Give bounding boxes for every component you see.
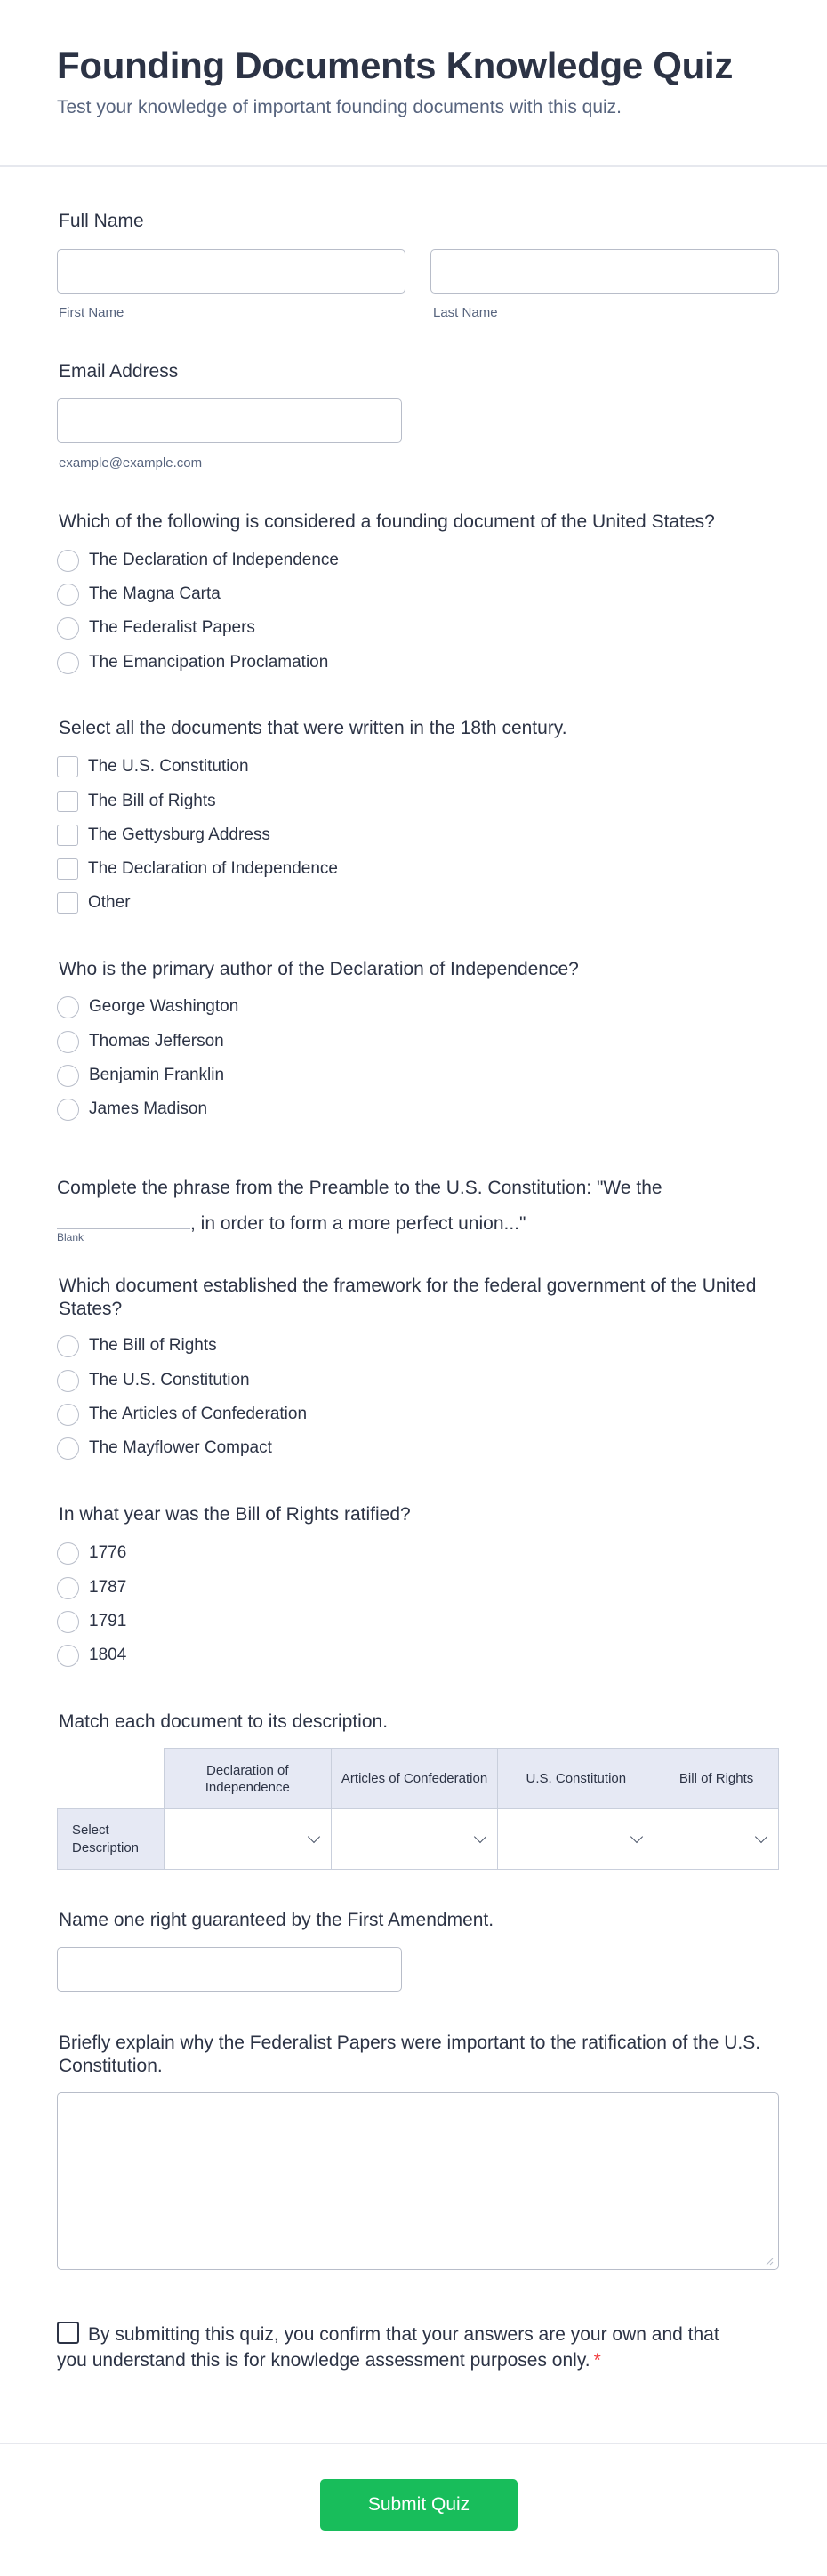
email-input[interactable] xyxy=(57,398,402,443)
q1-option[interactable]: The Federalist Papers xyxy=(57,616,255,640)
checkbox[interactable] xyxy=(57,825,78,846)
checkbox[interactable] xyxy=(57,858,78,880)
last-name-sublabel: Last Name xyxy=(433,305,498,320)
chevron-down-icon xyxy=(630,1831,643,1843)
table-row xyxy=(58,1809,779,1870)
checkbox[interactable] xyxy=(57,756,78,777)
email-sublabel: example@example.com xyxy=(59,455,203,471)
q2-option[interactable]: The Bill of Rights xyxy=(57,789,216,814)
consent-text: By submitting this quiz, you confirm that your answers are your own and that you understand this is for knowledge assessment purposes only. xyxy=(57,2324,719,2371)
description-dropdown[interactable] xyxy=(654,1809,779,1870)
q3-option[interactable]: George Washington xyxy=(57,994,238,1019)
radio-button[interactable] xyxy=(57,550,79,572)
match-table xyxy=(57,1748,779,1870)
q7-question: Match each document to its description. xyxy=(59,1711,389,1732)
q2-option[interactable]: Other xyxy=(57,890,131,915)
radio-button[interactable] xyxy=(57,1404,79,1426)
first-name-input[interactable] xyxy=(57,249,405,294)
q3-option[interactable]: James Madison xyxy=(57,1097,207,1122)
q4-text-after: , in order to form a more perfect union..." xyxy=(190,1213,526,1234)
q5-option[interactable]: The Bill of Rights xyxy=(57,1333,217,1358)
form-subtitle: Test your knowledge of important founding documents with this quiz. xyxy=(57,97,622,117)
q5-option[interactable]: The Articles of Confederation xyxy=(57,1402,307,1427)
column-header: Bill of Rights xyxy=(654,1749,779,1809)
consent-checkbox[interactable] xyxy=(57,2322,79,2344)
resize-grip-icon[interactable] xyxy=(765,2257,774,2266)
q9-question: Briefly explain why the Federalist Papers were important to the ratification of the U.S. Constitution. xyxy=(59,2033,761,2076)
checkbox[interactable] xyxy=(57,791,78,812)
footer-divider xyxy=(0,2443,827,2444)
description-dropdown[interactable] xyxy=(331,1809,498,1870)
q5-option[interactable]: The Mayflower Compact xyxy=(57,1436,272,1461)
q6-option[interactable]: 1776 xyxy=(57,1541,126,1566)
radio-button[interactable] xyxy=(57,1542,79,1565)
q5-option[interactable]: The U.S. Constitution xyxy=(57,1368,250,1393)
radio-button[interactable] xyxy=(57,1645,79,1667)
q3-option[interactable]: Thomas Jefferson xyxy=(57,1029,224,1054)
chevron-down-icon xyxy=(755,1831,767,1843)
column-header: Articles of Confederation xyxy=(331,1749,498,1809)
q1-question: Which of the following is considered a founding document of the United States? xyxy=(59,511,715,532)
row-header: Select Description xyxy=(58,1809,165,1870)
radio-button[interactable] xyxy=(57,996,79,1018)
radio-button[interactable] xyxy=(57,1099,79,1121)
full-name-label: Full Name xyxy=(59,211,144,231)
q6-question: In what year was the Bill of Rights ratified? xyxy=(59,1504,411,1525)
q2-option[interactable]: The Gettysburg Address xyxy=(57,823,270,848)
description-dropdown[interactable] xyxy=(164,1809,331,1870)
q2-option[interactable]: The U.S. Constitution xyxy=(57,754,249,779)
federalist-explanation-textarea[interactable] xyxy=(57,2092,779,2270)
consent-statement xyxy=(57,2322,733,2373)
submit-button[interactable]: Submit Quiz xyxy=(320,2479,518,2531)
q6-option[interactable]: 1787 xyxy=(57,1575,126,1600)
radio-button[interactable] xyxy=(57,1437,79,1460)
q2-question: Select all the documents that were written in the 18th century. xyxy=(59,718,567,738)
q4-blank-input[interactable] xyxy=(57,1210,190,1229)
first-name-sublabel: First Name xyxy=(59,305,124,320)
radio-button[interactable] xyxy=(57,1031,79,1053)
first-amendment-input[interactable] xyxy=(57,1947,402,1992)
radio-button[interactable] xyxy=(57,1370,79,1392)
form-title: Founding Documents Knowledge Quiz xyxy=(57,44,734,86)
q1-option[interactable]: The Magna Carta xyxy=(57,582,221,607)
q8-question: Name one right guaranteed by the First Amendment. xyxy=(59,1910,494,1930)
q4-blank-sublabel: Blank xyxy=(57,1231,84,1244)
column-header: Declaration of Independence xyxy=(164,1749,331,1809)
chevron-down-icon xyxy=(474,1831,486,1843)
q3-option[interactable]: Benjamin Franklin xyxy=(57,1063,224,1088)
chevron-down-icon xyxy=(308,1831,320,1843)
last-name-input[interactable] xyxy=(430,249,779,294)
q6-option[interactable]: 1804 xyxy=(57,1643,126,1668)
table-corner-cell xyxy=(58,1749,165,1809)
q6-option[interactable]: 1791 xyxy=(57,1609,126,1634)
q4-fill-blank xyxy=(57,1171,779,1242)
radio-button[interactable] xyxy=(57,1611,79,1633)
q4-text-before: Complete the phrase from the Preamble to the U.S. Constitution: "We the xyxy=(57,1178,662,1198)
email-label: Email Address xyxy=(59,361,179,382)
table-header-row xyxy=(58,1749,779,1809)
q1-option[interactable]: The Emancipation Proclamation xyxy=(57,650,328,675)
radio-button[interactable] xyxy=(57,617,79,640)
q3-question: Who is the primary author of the Declaration of Independence? xyxy=(59,959,579,979)
checkbox[interactable] xyxy=(57,892,78,914)
form-header xyxy=(0,0,827,167)
radio-button[interactable] xyxy=(57,1335,79,1357)
radio-button[interactable] xyxy=(57,584,79,606)
q2-option[interactable]: The Declaration of Independence xyxy=(57,857,338,881)
column-header: U.S. Constitution xyxy=(498,1749,654,1809)
radio-button[interactable] xyxy=(57,652,79,674)
q5-question: Which document established the framework for the federal government of the United States? xyxy=(59,1276,757,1319)
radio-button[interactable] xyxy=(57,1065,79,1087)
q1-option[interactable]: The Declaration of Independence xyxy=(57,548,339,573)
required-mark: * xyxy=(593,2350,601,2371)
radio-button[interactable] xyxy=(57,1577,79,1599)
description-dropdown[interactable] xyxy=(498,1809,654,1870)
